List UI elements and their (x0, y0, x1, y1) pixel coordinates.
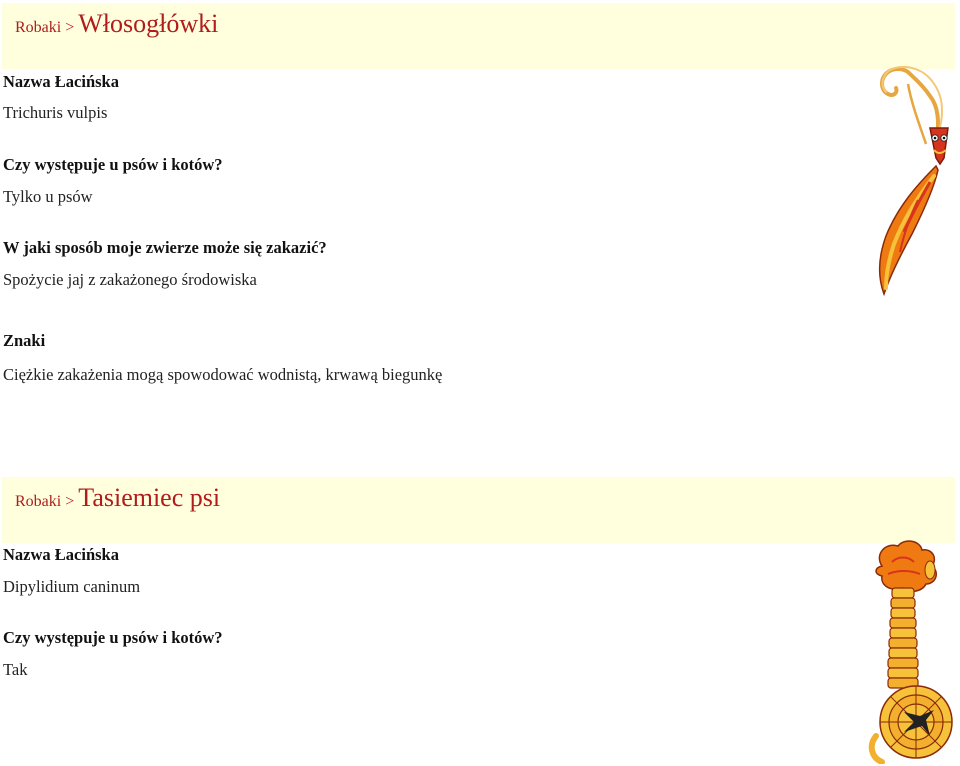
section-title: Tasiemiec psi (78, 483, 221, 512)
field-value-occurrence: Tak (3, 660, 28, 679)
parasite-section-tapeworm (0, 474, 960, 766)
tapeworm-illustration-icon (864, 540, 956, 764)
field-value-infection-route: Spożycie jaj z zakażonego środowiska (3, 270, 257, 289)
field-value-latin-name: Dipylidium caninum (3, 577, 141, 596)
whipworm-illustration-icon (868, 66, 958, 298)
breadcrumb (15, 483, 220, 513)
field-value-occurrence: Tylko u psów (3, 187, 93, 206)
field-label-occurrence: Czy występuje u psów i kotów? (3, 628, 223, 647)
breadcrumb (15, 9, 218, 39)
section-header (2, 477, 955, 543)
field-value-signs: Ciężkie zakażenia mogą spowodować wodnistą, krwawą biegunkę (3, 365, 443, 384)
field-value-latin-name: Trichuris vulpis (3, 103, 108, 122)
section-header (2, 3, 955, 69)
section-title: Włosogłówki (78, 9, 219, 38)
field-label-latin-name: Nazwa Łacińska (3, 72, 119, 91)
breadcrumb-parent-link[interactable]: Robaki > (15, 493, 75, 510)
field-label-latin-name: Nazwa Łacińska (3, 545, 119, 564)
field-label-infection-route: W jaki sposób moje zwierze może się zakazić? (3, 238, 327, 257)
field-label-signs: Znaki (3, 331, 46, 350)
field-label-occurrence: Czy występuje u psów i kotów? (3, 155, 223, 174)
breadcrumb-parent-link[interactable]: Robaki > (15, 19, 75, 36)
